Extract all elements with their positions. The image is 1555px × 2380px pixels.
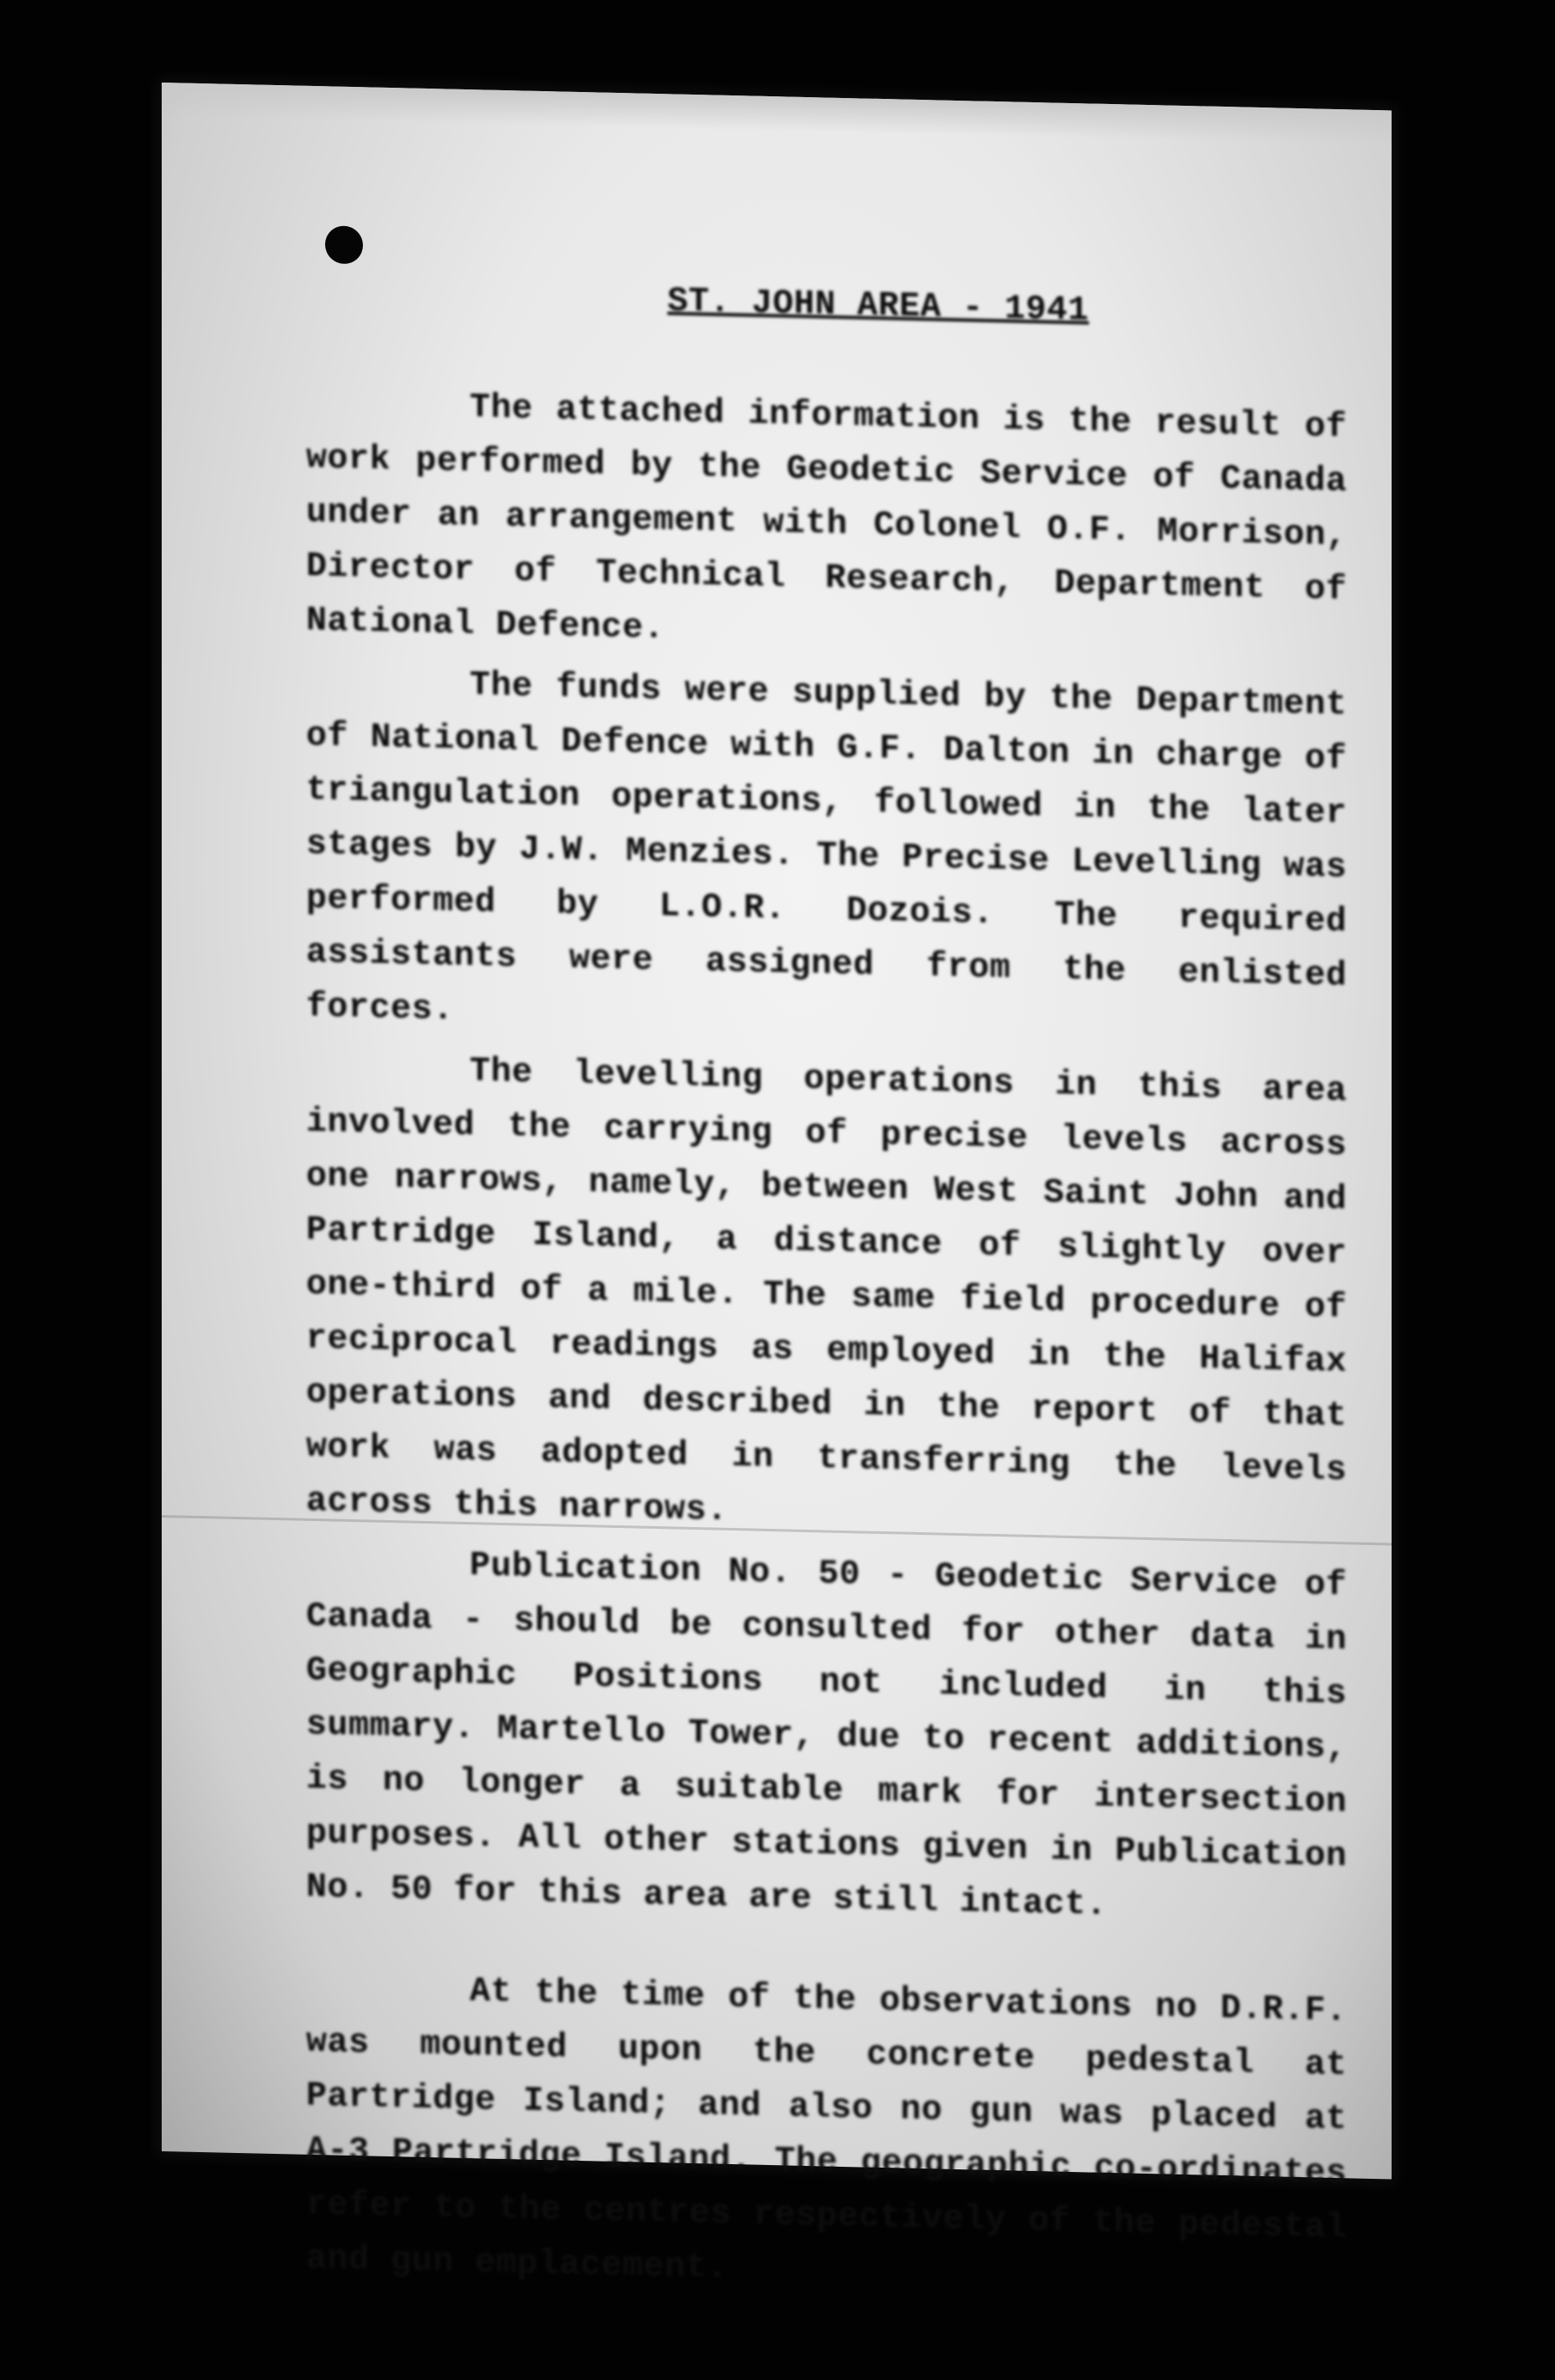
paragraph: The funds were supplied by the Department of National Defence with G.F. Dalton in charge of triangulation operations, followed in the later stages by J.W. Menzies. The Precise Levelling was performed by L.O.R. Dozois. The required assistants were assigned from the enlisted forces. <box>306 666 1347 1030</box>
paper-sheet <box>162 83 1392 2288</box>
document-body <box>306 267 1347 2316</box>
paragraph: The levelling operations in this area involved the carrying of precise levels across one narrows, namely, between West Saint John and Partridge Island, a distance of slightly over one-third of a mile. The same field procedure of reciprocal readings as employed in the Halifax operations and described in the report of that work was adopted in transferring the levels across this narrows. <box>306 1052 1347 1530</box>
paragraph: The attached information is the result of work performed by the Geodetic Service of Canada under an arrangement with Colonel O.F. Morrison, Director of Technical Research, Department of National Defence. <box>306 389 1347 649</box>
paragraph: Publication No. 50 - Geodetic Service of Canada - should be consulted for other data in Geographic Positions not included in this summary. Martello Tower, due to recent additions, is no longer a suitable mark for intersection purposes. All other stations given in Publication No. 50 for this area are still intact. <box>306 1547 1347 1925</box>
paragraph: At the time of the observations no D.R.F. was mounted upon the concrete pedestal at Partridge Island; and also no gun was placed at A-3 Partridge Island. The geographic co-ordinates refer to the centres respectively of the pedestal and gun emplacement. <box>306 1972 1347 2288</box>
document-title: ST. JOHN AREA - 1941 <box>667 282 1090 331</box>
punch-hole <box>325 225 363 264</box>
